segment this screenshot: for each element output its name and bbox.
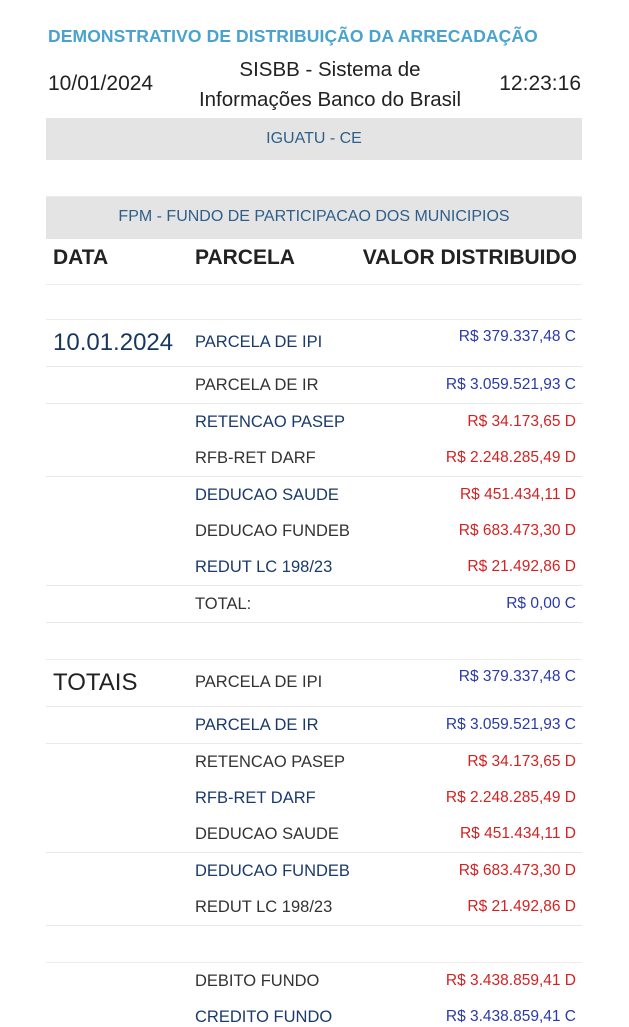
fund-summary-label: CREDITO FUNDO xyxy=(195,1008,333,1026)
parcel-value: R$ 2.248.285,49 D xyxy=(445,789,576,806)
parcel-value: R$ 3.059.521,93 C xyxy=(445,376,576,393)
parcel-value: R$ 379.337,48 C xyxy=(458,328,576,345)
system-name-line-2: Informações Banco do Brasil xyxy=(198,88,462,111)
distribution-date: 10.01.2024 xyxy=(53,329,174,356)
header-time: 12:23:16 xyxy=(499,72,581,95)
table-row xyxy=(46,320,582,367)
parcel-value: R$ 683.473,30 D xyxy=(458,862,576,879)
column-header-parcel: PARCELA xyxy=(195,246,295,269)
fund-summary-value: R$ 3.438.859,41 D xyxy=(445,972,576,989)
parcel-value: R$ 451.434,11 D xyxy=(459,825,576,842)
column-header-value: VALOR DISTRIBUIDO xyxy=(362,246,577,269)
parcel-value: R$ 2.248.285,49 D xyxy=(445,449,576,466)
table-row xyxy=(46,963,582,1000)
total-value: R$ 0,00 C xyxy=(506,595,576,612)
parcel-label: RFB-RET DARF xyxy=(195,449,316,467)
table-row xyxy=(46,404,582,441)
parcel-value: R$ 21.492,86 D xyxy=(467,898,576,915)
parcel-label: REDUT LC 198/23 xyxy=(195,898,333,916)
table-row xyxy=(46,889,582,926)
table-row xyxy=(46,780,582,817)
table-row xyxy=(46,477,582,514)
parcel-label: DEDUCAO SAUDE xyxy=(195,825,339,843)
table-row xyxy=(46,853,582,890)
parcel-value: R$ 34.173,65 D xyxy=(467,753,576,770)
table-row xyxy=(46,549,582,586)
fund-summary-value: R$ 3.438.859,41 C xyxy=(445,1008,576,1025)
system-name-line-1: SISBB - Sistema de xyxy=(239,58,421,81)
table-row xyxy=(46,999,582,1024)
parcel-label: REDUT LC 198/23 xyxy=(195,558,333,576)
parcel-label: RETENCAO PASEP xyxy=(195,753,346,771)
table-row xyxy=(46,440,582,477)
parcel-label: RFB-RET DARF xyxy=(195,789,316,807)
column-header-date: DATA xyxy=(53,246,109,269)
table-row xyxy=(46,660,582,707)
parcel-label: PARCELA DE IR xyxy=(195,376,319,394)
divider xyxy=(46,284,582,285)
table-row xyxy=(46,513,582,550)
table-row-total xyxy=(46,586,582,623)
table-row xyxy=(46,816,582,853)
table-row xyxy=(46,367,582,404)
parcel-value: R$ 3.059.521,93 C xyxy=(445,716,576,733)
municipality-band: IGUATU - CE xyxy=(46,118,582,160)
parcel-label: DEDUCAO FUNDEB xyxy=(195,522,350,540)
header-date: 10/01/2024 xyxy=(48,72,154,95)
parcel-label: PARCELA DE IR xyxy=(195,716,319,734)
parcel-value: R$ 451.434,11 D xyxy=(459,486,576,503)
fund-summary-label: DEBITO FUNDO xyxy=(195,972,320,990)
parcel-value: R$ 379.337,48 C xyxy=(458,668,576,685)
parcel-value: R$ 683.473,30 D xyxy=(458,522,576,539)
totals-label: TOTAIS xyxy=(53,669,138,696)
parcel-label: PARCELA DE IPI xyxy=(195,673,323,691)
parcel-label: RETENCAO PASEP xyxy=(195,413,346,431)
parcel-label: DEDUCAO SAUDE xyxy=(195,486,339,504)
system-name xyxy=(170,55,490,115)
parcel-label: DEDUCAO FUNDEB xyxy=(195,862,350,880)
parcel-value: R$ 21.492,86 D xyxy=(467,558,576,575)
total-label: TOTAL: xyxy=(195,595,252,613)
fund-band: FPM - FUNDO DE PARTICIPACAO DOS MUNICIPIOS xyxy=(46,197,582,239)
parcel-value: R$ 34.173,65 D xyxy=(467,413,576,430)
parcel-label: PARCELA DE IPI xyxy=(195,333,323,351)
report-title: DEMONSTRATIVO DE DISTRIBUIÇÃO DA ARRECADAÇÃO xyxy=(48,26,538,46)
blank-row xyxy=(46,162,582,197)
table-row xyxy=(46,744,582,781)
table-row xyxy=(46,707,582,744)
